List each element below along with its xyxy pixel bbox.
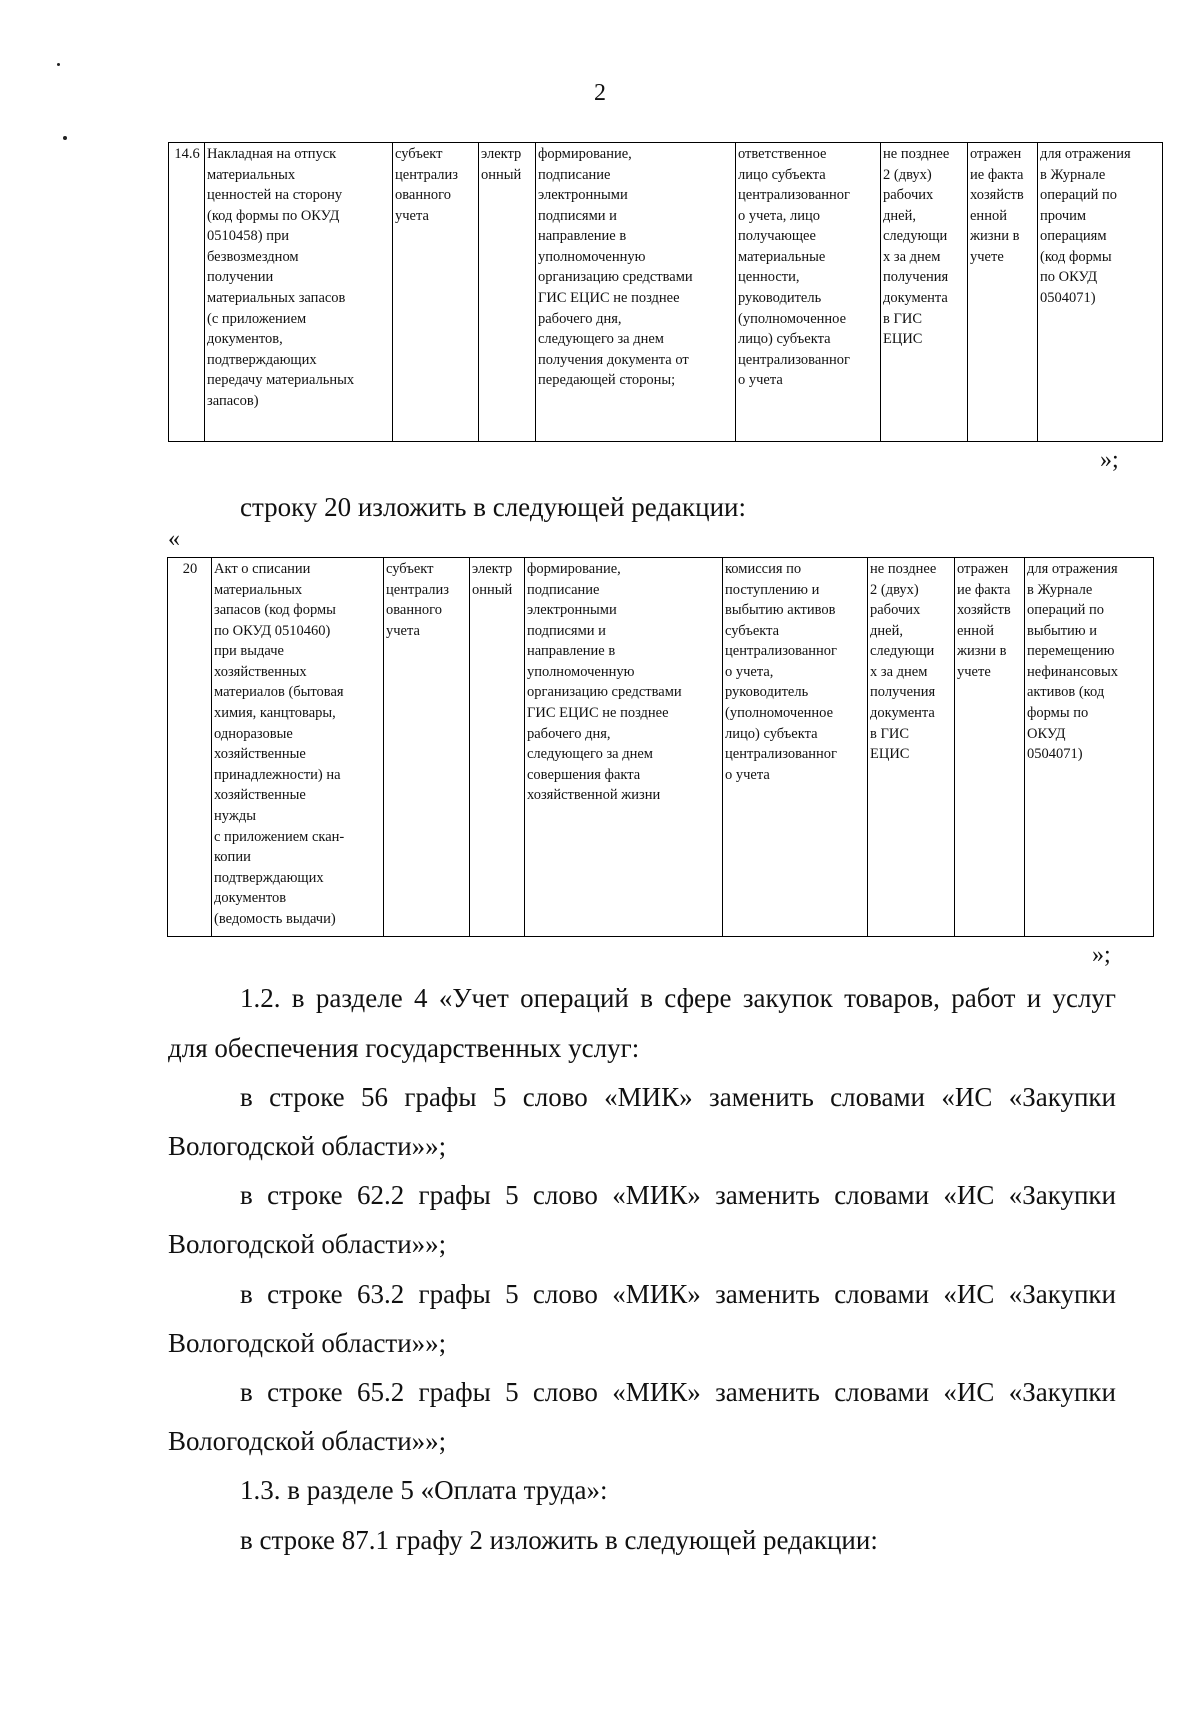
closing-quote: »; bbox=[1100, 447, 1119, 473]
deadline-cell: не позднее 2 (двух) рабочих дней, следующи х за днем получения документа в ГИС ЕЦИС bbox=[868, 558, 955, 937]
list-item: в строке 62.2 графы 5 слово «МИК» заменить словами «ИС «Закупки bbox=[240, 1180, 1116, 1210]
document-name-cell: Акт о списании материальных запасов (код формы по ОКУД 0510460) при выдаче хозяйственных материалов (бытовая химия, канцтовары, одноразовые хозяйственные принадлежности) на хозяйственные нужды с приложением скан- копии подтверждающих документов (ведомость выдачи) bbox=[212, 558, 384, 937]
closing-quote: »; bbox=[1092, 942, 1111, 968]
section-1-3-line-2: в строке 87.1 графу 2 изложить в следующей редакции: bbox=[240, 1525, 878, 1555]
list-item: Вологодской области»»; bbox=[168, 1229, 447, 1259]
list-item: в строке 63.2 графы 5 слово «МИК» заменить словами «ИС «Закупки bbox=[240, 1279, 1116, 1309]
form-cell: электр онный bbox=[470, 558, 525, 937]
subject-cell: субъект централиз ованного учета bbox=[393, 143, 479, 442]
list-item: в строке 65.2 графы 5 слово «МИК» заменить словами «ИС «Закупки bbox=[240, 1377, 1116, 1407]
opening-quote: « bbox=[168, 526, 180, 552]
section-1-2-line-2: для обеспечения государственных услуг: bbox=[168, 1033, 640, 1063]
deadline-cell: не позднее 2 (двух) рабочих дней, следующи х за днем получения документа в ГИС ЕЦИС bbox=[881, 143, 968, 442]
purpose-cell: для отражения в Журнале операций по выбытию и перемещению нефинансовых активов (код формы по ОКУД 0504071) bbox=[1025, 558, 1154, 937]
procedure-cell: формирование, подписание электронными подписями и направление в уполномоченную организацию средствами ГИС ЕЦИС не позднее рабочего дня, следующего за днем получения документа от передающей стороны; bbox=[536, 143, 736, 442]
row-number: 14.6 bbox=[169, 143, 205, 442]
table-row bbox=[168, 558, 1154, 937]
purpose-cell: для отражения в Журнале операций по прочим операциям (код формы по ОКУД 0504071) bbox=[1038, 143, 1163, 442]
subject-cell: субъект централиз ованного учета bbox=[384, 558, 470, 937]
responsible-cell: комиссия по поступлению и выбытию активов субъекта централизованног о учета, руководитель (уполномоченное лицо) субъекта централизованног о учета bbox=[723, 558, 868, 937]
page-number: 2 bbox=[594, 80, 606, 106]
reflection-cell: отражен ие факта хозяйств енной жизни в учете bbox=[968, 143, 1038, 442]
procedure-cell: формирование, подписание электронными подписями и направление в уполномоченную организацию средствами ГИС ЕЦИС не позднее рабочего дня, следующего за днем совершения факта хозяйственной жизни bbox=[525, 558, 723, 937]
scan-speck bbox=[57, 63, 60, 66]
table-row-14-6 bbox=[168, 142, 1163, 442]
list-item: Вологодской области»»; bbox=[168, 1131, 447, 1161]
scan-speck bbox=[63, 136, 67, 140]
section-1-3-line-1: 1.3. в разделе 5 «Оплата труда»: bbox=[240, 1475, 608, 1505]
form-cell: электр онный bbox=[479, 143, 536, 442]
list-item: Вологодской области»»; bbox=[168, 1426, 447, 1456]
row-number: 20 bbox=[168, 558, 212, 937]
intro-line: строку 20 изложить в следующей редакции: bbox=[240, 492, 747, 522]
section-1-2-line-1: 1.2. в разделе 4 «Учет операций в сфере закупок товаров, работ и услуг bbox=[240, 983, 1116, 1013]
table-row-20 bbox=[167, 557, 1154, 937]
list-item: в строке 56 графы 5 слово «МИК» заменить словами «ИС «Закупки bbox=[240, 1082, 1116, 1112]
list-item: Вологодской области»»; bbox=[168, 1328, 447, 1358]
responsible-cell: ответственное лицо субъекта централизованног о учета, лицо получающее материальные ценности, руководитель (уполномоченное лицо) субъекта централизованног о учета bbox=[736, 143, 881, 442]
document-name-cell: Накладная на отпуск материальных ценностей на сторону (код формы по ОКУД 0510458) при безвозмездном получении материальных запасов (с приложением документов, подтверждающих передачу материальных запасов) bbox=[205, 143, 393, 442]
table-row bbox=[169, 143, 1163, 442]
reflection-cell: отражен ие факта хозяйств енной жизни в учете bbox=[955, 558, 1025, 937]
